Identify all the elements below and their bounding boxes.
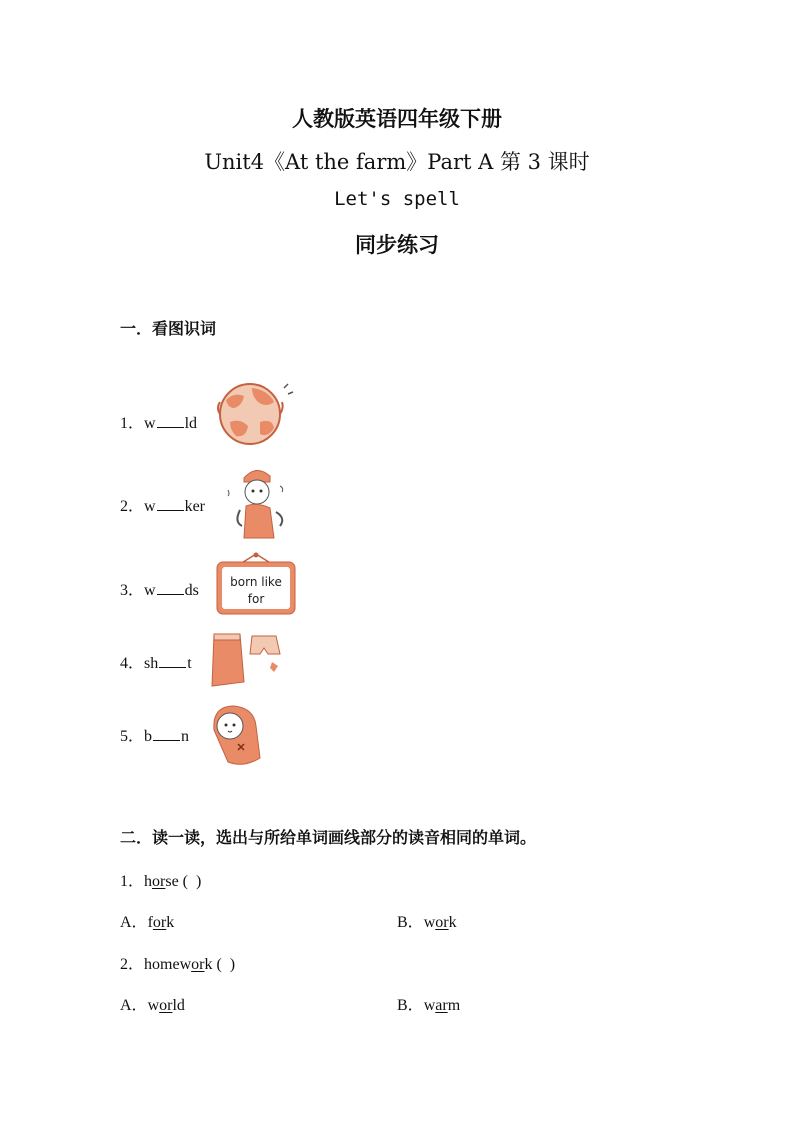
q2-option-b[interactable]: B．warm: [397, 997, 461, 1014]
title-lesson: Let's spell: [334, 188, 460, 210]
section2-title: 二．读一读，选出与所给单词画线部分的读音相同的单词。: [120, 828, 537, 847]
q1-option-a[interactable]: A．fork: [120, 914, 175, 931]
worker-icon: [222, 462, 300, 542]
title-unit: Unit4《At the farm》Part A 第 3 课时: [204, 150, 590, 174]
title-practice: 同步练习: [355, 232, 439, 257]
baby-icon: [204, 700, 266, 768]
blank[interactable]: [157, 413, 184, 428]
item-5: 5．b n: [120, 728, 190, 745]
svg-text:born like: born like: [230, 575, 282, 589]
item-4: 4．sh t: [120, 655, 192, 672]
blank[interactable]: [159, 653, 186, 668]
q2-option-a[interactable]: A．world: [120, 997, 185, 1014]
item-2: 2．w ker: [120, 498, 206, 515]
svg-text:for: for: [247, 592, 265, 606]
blank[interactable]: [157, 580, 184, 595]
section1-title: 一．看图识词: [120, 319, 217, 338]
globe-icon: [212, 378, 296, 450]
blank[interactable]: [153, 726, 180, 741]
blank[interactable]: [157, 496, 184, 511]
shorts-icon: [206, 630, 288, 688]
question-2: 2．homework ( ): [120, 956, 236, 973]
title-cn: 人教版英语四年级下册: [292, 106, 502, 131]
item-3: 3．w ds: [120, 582, 199, 599]
q1-option-b[interactable]: B．work: [397, 914, 457, 931]
item-1: 1．w ld: [120, 415, 198, 432]
word-board-icon: [214, 552, 298, 618]
question-1: 1．horse ( ): [120, 873, 202, 890]
